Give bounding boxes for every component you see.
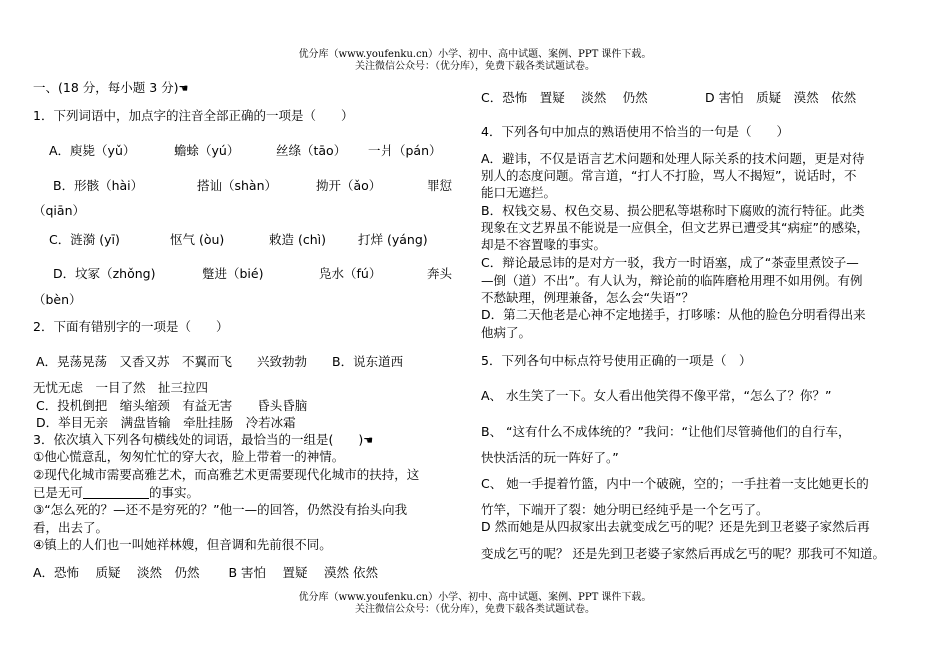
q5-option-d-line-1: D 然而她是从四叔家出去就变成乞丐的呢？还是先到卫老婆子家然后再	[481, 519, 870, 534]
q1-d-1: D．坟冢（zhǒng)	[53, 266, 156, 281]
fill-blank	[83, 486, 149, 499]
q1-c-3: 敕造 (chì)	[269, 232, 326, 247]
q2-line-1: A．晃荡晃荡 又香又苏 不翼而飞 兴致勃勃 B．说东道西	[36, 354, 404, 369]
q3-sentence-4: ④镇上的人们也一叫她祥林嫂，但音调和先前很不同。	[33, 537, 332, 552]
q1-d-4: 奔头	[427, 266, 453, 281]
q5-option-a: A、 水生笑了一下。女人看出他笑得不像平常，“怎么了？你？”	[481, 388, 832, 403]
q1-c-4: 打烊 (yáng)	[358, 232, 428, 247]
q4-d-line-2: 他病了。	[481, 325, 532, 340]
q3-sentence-2: ②现代化城市需要高雅艺术，而高雅艺术更需要现代化城市的扶持，这	[33, 467, 420, 482]
q5-option-d-line-2: 变成乞丐的呢？ 还是先到卫老婆子家然后再成乞丐的呢？那我可不知道。	[481, 546, 885, 561]
q3-sentence-3: ③“怎么死的？—还不是穷死的？”他一—的回答，仍然没有抬头向我	[33, 502, 408, 517]
q2-line-2: 无忧无虑 一目了然 扯三拉四	[33, 380, 209, 395]
q2-stem: 2．下面有错别字的一项是（ ）	[33, 319, 229, 334]
q1-c-2: 怄气 (òu)	[170, 232, 225, 247]
footer-line-2: 关注微信公众号：（优分库），免费下载各类试题试卷。	[355, 604, 595, 615]
q5-option-c-line-1: C、 她一手提着竹篮，内中一个破碗，空的；一手拄着一支比她更长的	[481, 476, 869, 491]
q3-options-ab: A．恐怖 质疑 淡然 仍然 B 害怕 置疑 漠然 依然	[33, 565, 378, 580]
q1-b-3: 拗开（ǎo）	[316, 178, 382, 193]
q1-a-2: 蟾蜍（yú）	[174, 143, 240, 158]
q1-a-1: A．庾毙（yǔ）	[49, 143, 136, 158]
q3-sentence-3-cont: 看，出去了。	[33, 520, 109, 535]
header-line-1: 优分库（www.youfenku.cn）小学、初中、高中试题、案例、PPT 课件下载。	[298, 49, 652, 60]
page-footer	[0, 592, 950, 616]
footer-line-1: 优分库（www.youfenku.cn）小学、初中、高中试题、案例、PPT 课件下载。	[298, 592, 652, 603]
q4-stem: 4．下列各句中加点的熟语使用不恰当的一句是（ ）	[481, 124, 789, 139]
section-title	[33, 78, 188, 96]
q1-b-2: 搭讪（shàn）	[197, 178, 278, 193]
q2-line-4: D．举目无亲 满盘皆输 牵肚挂肠 冷若冰霜	[36, 415, 296, 430]
q2-line-3: C．投机倒把 缩头缩颈 有益无害 昏头昏脑	[36, 398, 308, 413]
q5-option-b-line-2: 快快活活的玩一阵好了。”	[481, 450, 619, 465]
q1-a-4: 一爿（pán）	[368, 143, 442, 158]
q3-option-c: C．恐怖 置疑 淡然 仍然	[481, 90, 648, 105]
q3-s2-cont-a: 已是无可	[33, 485, 84, 500]
q1-b-cont: （qiān）	[33, 203, 85, 218]
pointing-hand-icon: ☚	[178, 82, 189, 95]
q1-d-2: 蹩进（bié)	[202, 266, 264, 281]
q1-d-cont: （bèn）	[33, 292, 82, 307]
q1-c-1: C．涟漪 (yī)	[49, 232, 120, 247]
q4-b-line-1: B．权钱交易、权色交易、损公肥私等堪称时下腐败的流行特征。此类	[481, 203, 865, 218]
q1-stem: 1．下列词语中，加点字的注音全部正确的一项是（ ）	[33, 108, 354, 123]
q1-b-1: B．形骸（hài）	[53, 178, 144, 193]
right-column	[470, 0, 950, 672]
q1-a-3: 丝绦（tāo）	[276, 143, 347, 158]
q5-option-b-line-1: B、 “这有什么不成体统的？”我问：“让他们尽管骑他们的自行车，	[481, 424, 851, 439]
q4-c-line-3: 不愁缺理，例理兼备，怎么会“失语”？	[481, 290, 694, 305]
section-title-text: 一、(18 分，每小题 3 分)	[33, 80, 179, 95]
q3-sentence-1: ①他心慌意乱，匆匆忙忙的穿大衣，脸上带着一的神情。	[33, 449, 345, 464]
q1-b-4: 罪愆	[427, 178, 453, 193]
q3-stem-text: 3．依次填入下列各句横线处的词语，最恰当的一组是( )	[33, 432, 364, 447]
q3-sentence-2-cont	[33, 483, 199, 501]
q4-a-line-1: A．避讳，不仅是语言艺术问题和处理人际关系的技术问题，更是对待	[481, 151, 865, 166]
q4-b-line-3: 却是不容置喙的事实。	[481, 237, 607, 252]
q4-b-line-2: 现象在文艺界虽不能说是一应俱全，但文艺界已遭受其“病症”的感染，	[481, 220, 869, 235]
q1-d-3: 凫水（fú）	[319, 266, 382, 281]
q4-c-line-1: C．辩论最忌讳的是对方一驳，我方一时语塞，成了“茶壶里煮饺子—	[481, 255, 859, 270]
header-line-2: 关注微信公众号：（优分库），免费下载各类试题试卷。	[355, 61, 595, 72]
q4-a-line-2: 别人的态度问题。常言道，“打人不打脸，骂人不揭短”，说话时，不	[481, 168, 857, 183]
q3-s2-cont-b: 的事实。	[149, 485, 200, 500]
q4-d-line-1: D．第二天他老是心神不定地搓手，打哆嗦：从他的脸色分明看得出来	[481, 307, 866, 322]
q4-a-line-3: 能口无遮拦。	[481, 185, 557, 200]
q5-stem: 5．下列各句中标点符号使用正确的一项是（ ）	[481, 353, 752, 368]
left-column	[0, 0, 470, 672]
pointing-hand-icon: ☚	[363, 434, 374, 447]
q4-c-line-2: —倒（道）不出”。有人认为，辩论前的临阵磨枪用理不如用例。有例	[481, 273, 863, 288]
q3-option-d: D 害怕 质疑 漠然 依然	[705, 90, 857, 105]
q5-option-c-line-2: 竹竿，下端开了裂：她分明已经纯乎是一个乞丐了。	[481, 502, 769, 517]
q3-stem	[33, 430, 373, 448]
